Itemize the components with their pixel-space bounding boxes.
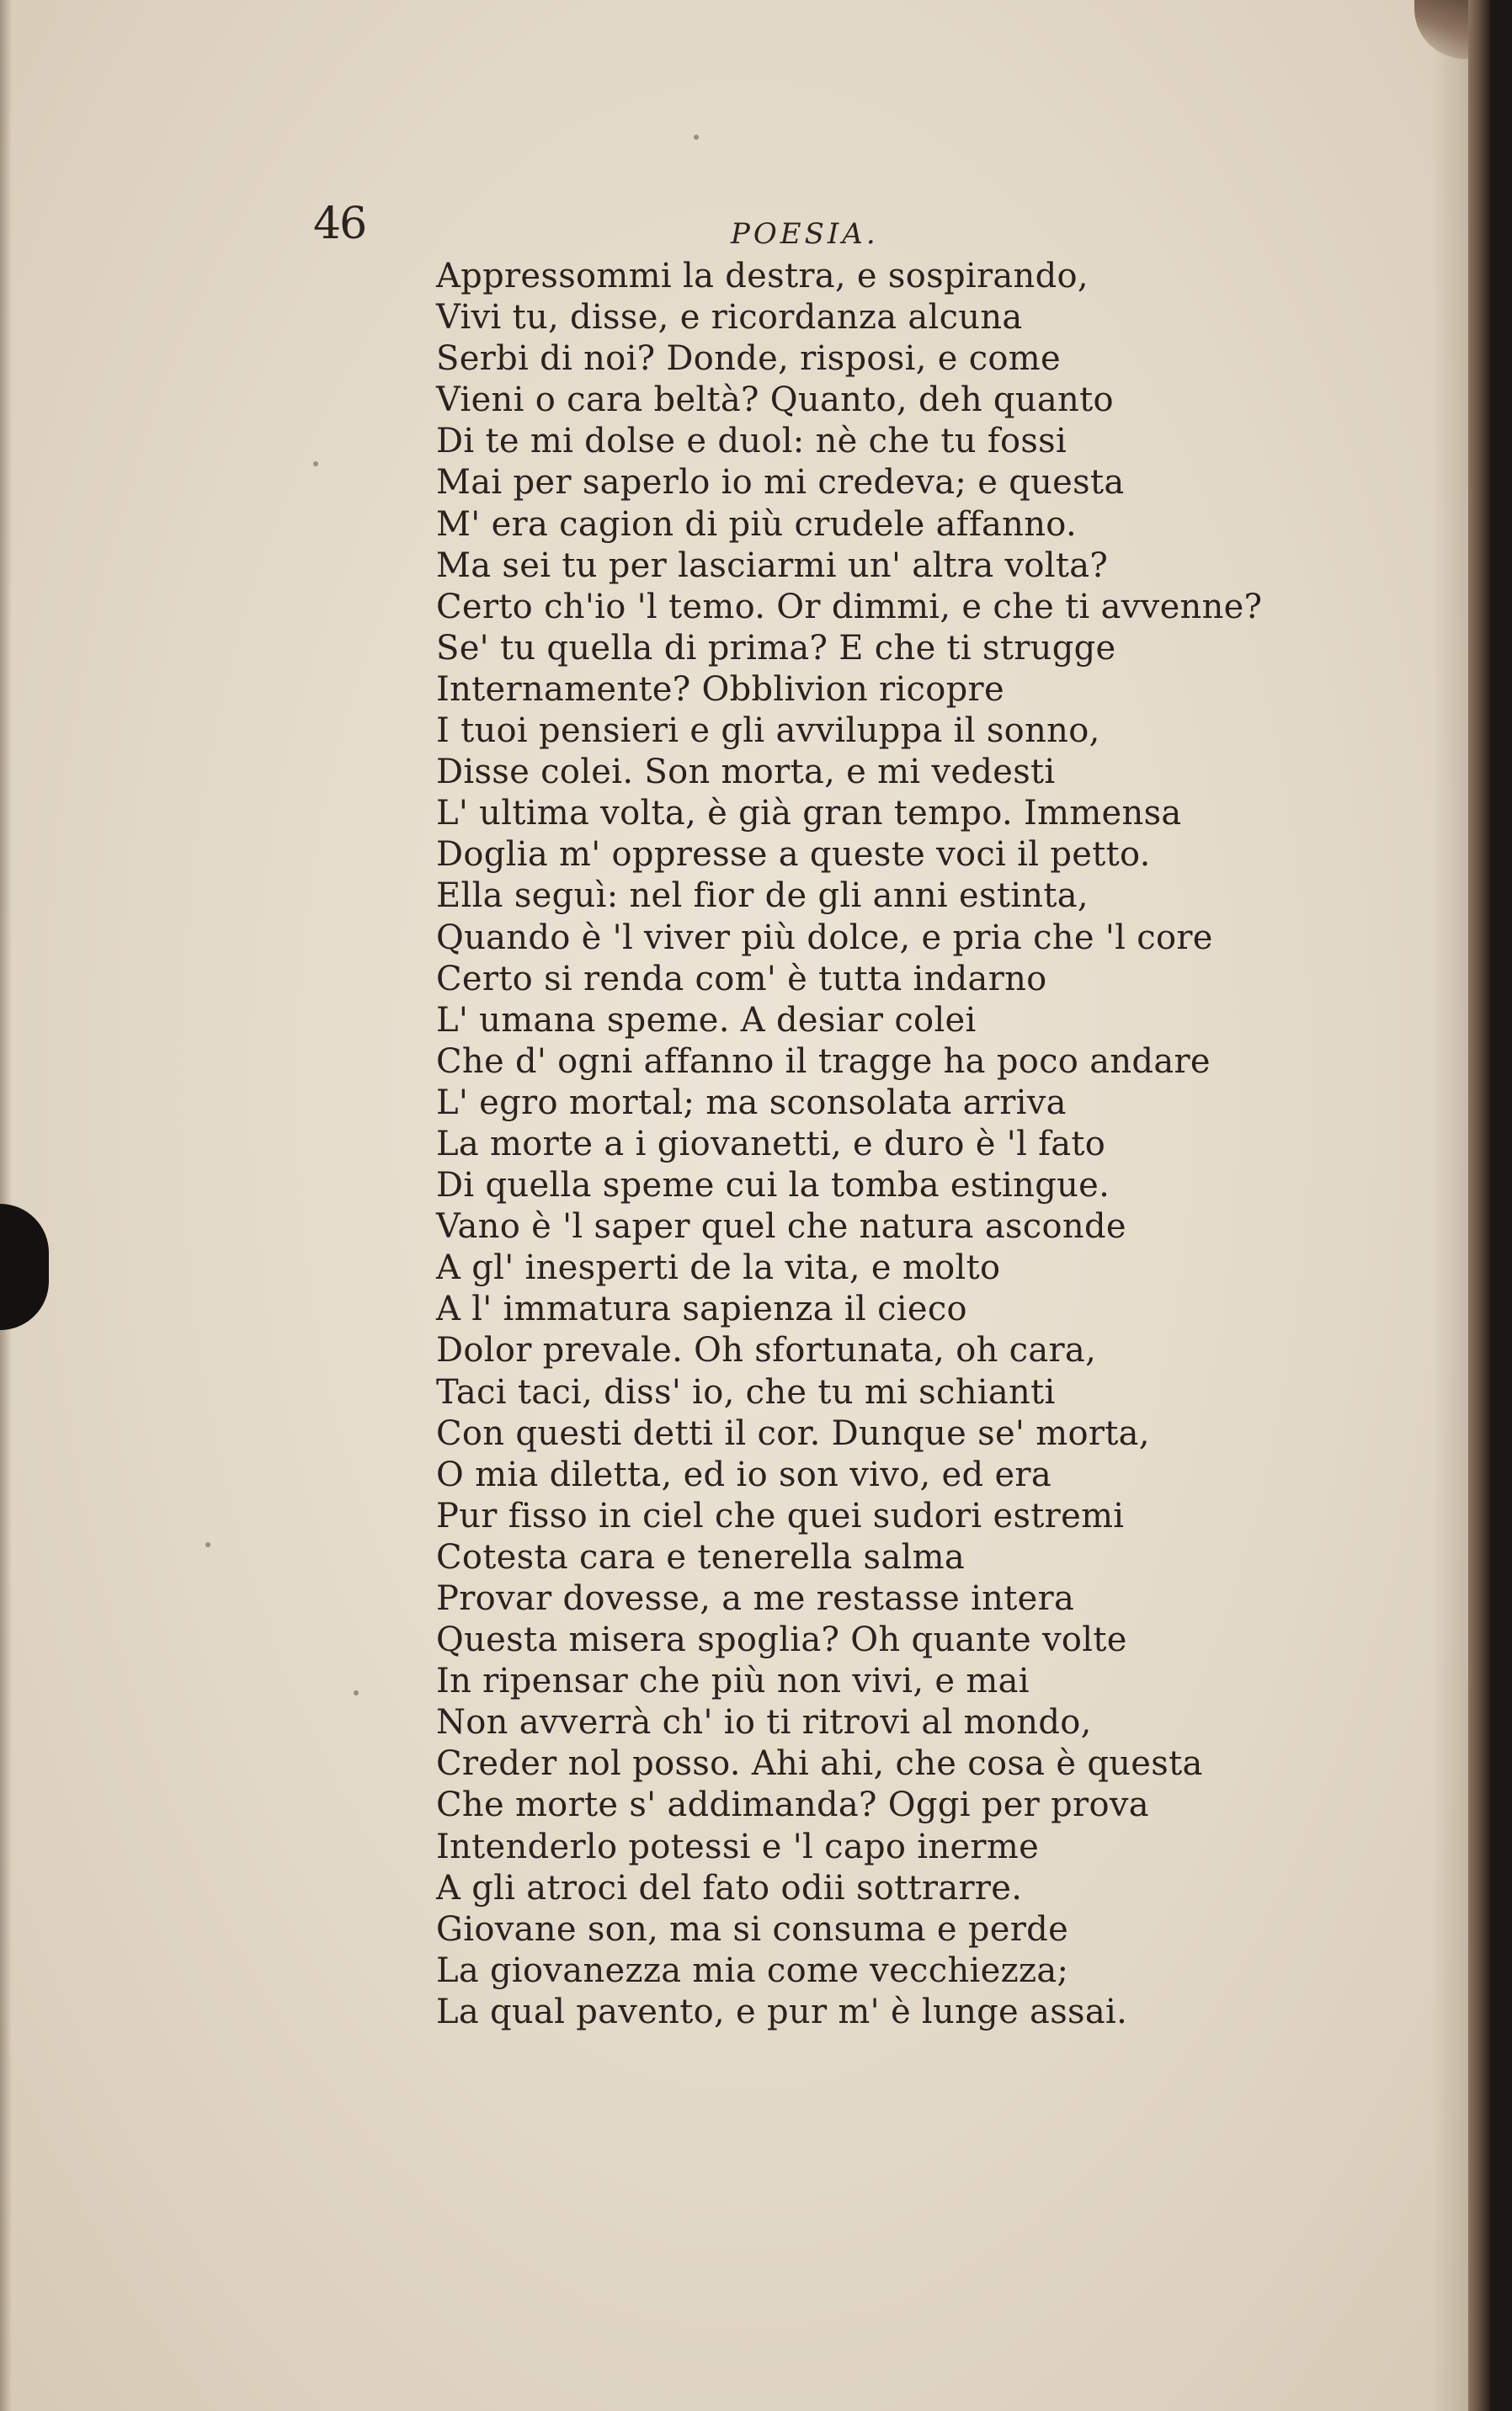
poem-line: A gli atroci del fato odii sottrarre.	[436, 1868, 1023, 1908]
poem-line: Doglia m' oppresse a queste voci il petto.	[436, 835, 1151, 875]
poem-line: Quando è 'l viver più dolce, e pria che 'l core	[436, 918, 1213, 957]
poem-line: A l' immatura sapienza il cieco	[436, 1290, 967, 1329]
poem-line: Giovane son, ma si consuma e perde	[436, 1909, 1069, 1949]
poem-line: Ella seguì: nel fior de gli anni estinta,	[436, 876, 1089, 916]
poem-line: Che d' ogni affanno il tragge ha poco andare	[436, 1041, 1211, 1081]
book-clip	[0, 1204, 49, 1330]
poem-line: L' egro mortal; ma sconsolata arriva	[436, 1083, 1067, 1122]
poem-line: Non avverrà ch' io ti ritrovi al mondo,	[436, 1703, 1092, 1743]
poem-line: La giovanezza mia come vecchiezza;	[436, 1951, 1069, 1990]
page-number: 46	[313, 199, 366, 249]
poem-line: Ma sei tu per lasciarmi un' altra volta?	[436, 546, 1109, 585]
poem-line: Mai per saperlo io mi credeva; e questa	[436, 463, 1125, 503]
poem-line: La morte a i giovanetti, e duro è 'l fato	[436, 1124, 1106, 1163]
paper-speck	[205, 1542, 210, 1547]
poem-line: A gl' inesperti de la vita, e molto	[436, 1248, 1001, 1288]
poem-line: Pur fisso in ciel che quei sudori estremi	[436, 1496, 1125, 1535]
poem-line: Provar dovesse, a me restasse intera	[436, 1579, 1075, 1618]
poem-line: Con questi detti il cor. Dunque se' morta,	[436, 1413, 1150, 1453]
poem-line: Vieni o cara beltà? Quanto, deh quanto	[436, 381, 1114, 420]
paper-speck	[694, 135, 699, 140]
poem-line: Vivi tu, disse, e ricordanza alcuna	[436, 298, 1023, 338]
poem-line: Vano è 'l saper quel che natura asconde	[436, 1207, 1126, 1247]
next-page-edge	[1468, 0, 1490, 2411]
poem-line: Disse colei. Son morta, e mi vedesti	[436, 753, 1056, 792]
poem-line: Internamente? Obblivion ricopre	[436, 669, 1004, 709]
poem-line: In ripensar che più non vivi, e mai	[436, 1662, 1030, 1701]
poem-line: Appressommi la destra, e sospirando,	[436, 257, 1089, 295]
poem-line: L' umana speme. A desiar colei	[436, 1000, 977, 1040]
poem-line: M' era cagion di più crudele affanno.	[436, 504, 1077, 544]
poem-line: Cotesta cara e tenerella salma	[436, 1537, 965, 1577]
poem-line: L' ultima volta, è già gran tempo. Immensa	[436, 794, 1182, 833]
poem-line: Certo ch'io 'l temo. Or dimmi, e che ti avvenne?	[436, 587, 1263, 626]
running-head: POESIA.	[731, 217, 879, 251]
poem-line: Che morte s' addimanda? Oggi per prova	[436, 1786, 1149, 1825]
poem-line: O mia diletta, ed io son vivo, ed era	[436, 1455, 1051, 1494]
poem-line: Certo si renda com' è tutta indarno	[436, 959, 1047, 998]
poem-line: Di te mi dolse e duol: nè che tu fossi	[436, 422, 1067, 461]
poem-text	[436, 256, 1303, 2033]
poem-line: Taci taci, diss' io, che tu mi schianti	[436, 1372, 1056, 1412]
poem-line: Se' tu quella di prima? E che ti strugge	[436, 628, 1116, 668]
poem-line: Serbi di noi? Donde, risposi, e come	[436, 339, 1061, 379]
poem-line: Dolor prevale. Oh sfortunata, oh cara,	[436, 1331, 1097, 1370]
poem-line: La qual pavento, e pur m' è lunge assai.	[436, 1992, 1128, 2031]
poem-line: Creder nol posso. Ahi ahi, che cosa è questa	[436, 1744, 1203, 1784]
paper-speck	[313, 461, 318, 466]
poem-line: I tuoi pensieri e gli avviluppa il sonno,	[436, 711, 1100, 751]
poem-line: Questa misera spoglia? Oh quante volte	[436, 1621, 1127, 1660]
paper-speck	[354, 1690, 359, 1695]
poem-line: Intenderlo potessi e 'l capo inerme	[436, 1827, 1040, 1866]
poem-line: Di quella speme cui la tomba estingue.	[436, 1166, 1110, 1206]
